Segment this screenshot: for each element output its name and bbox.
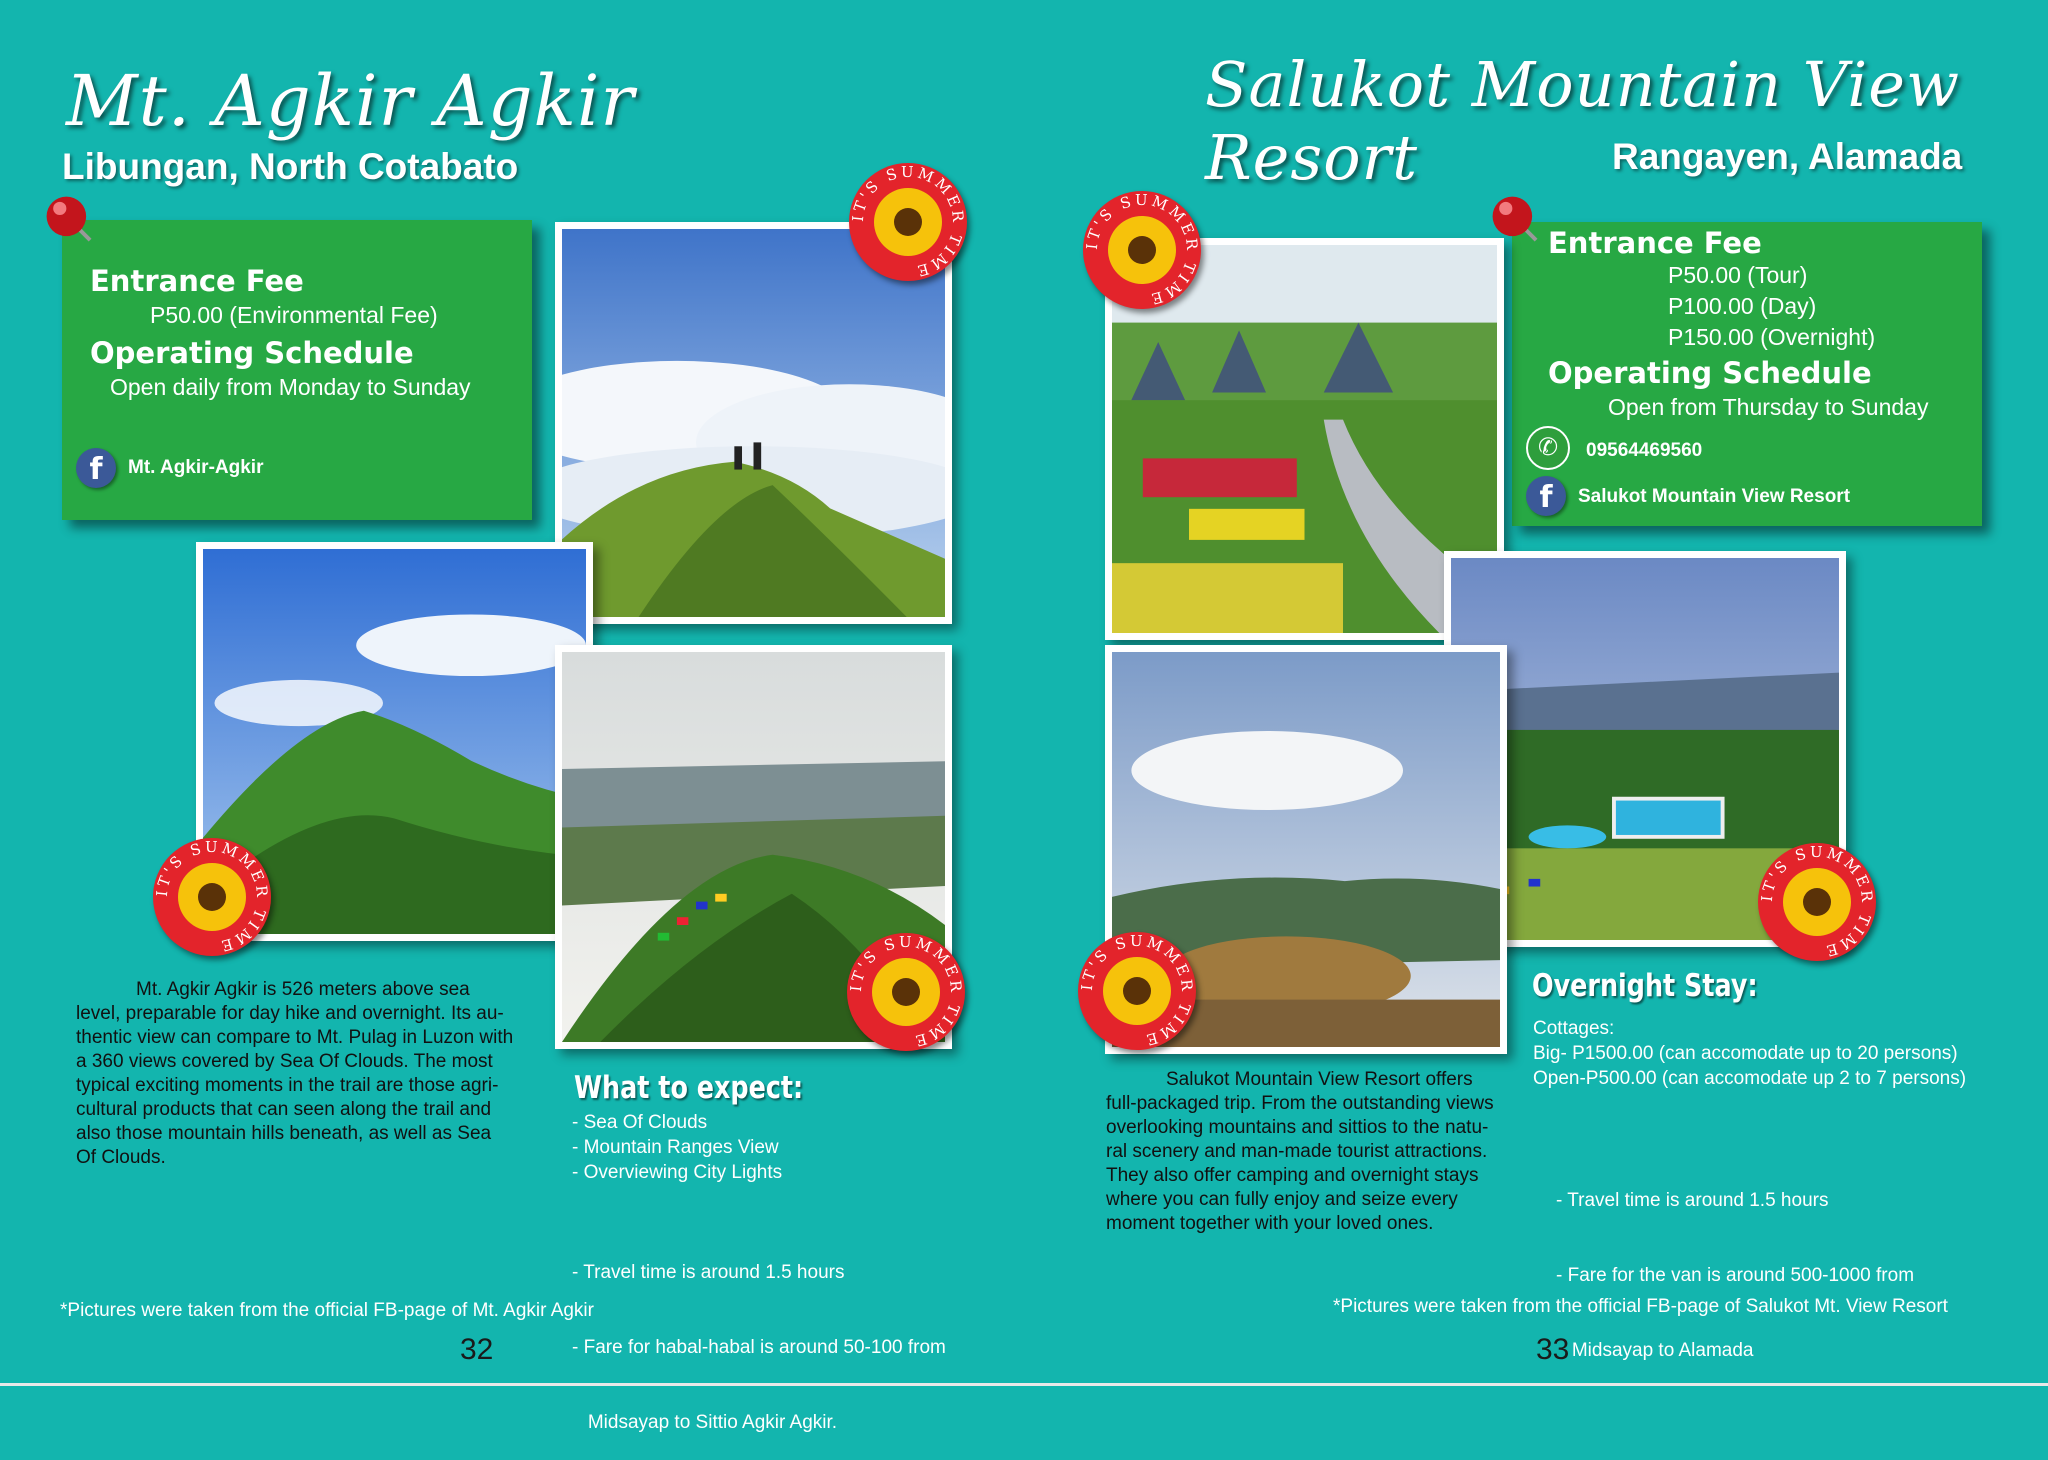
right-fee-line: P50.00 (Tour) [1668, 262, 1808, 288]
list-item: Cottages: [1533, 1018, 1615, 1039]
list-item: - Travel time is around 1.5 hours [1556, 1190, 1829, 1211]
left-facebook-page: Mt. Agkir-Agkir [128, 457, 264, 478]
description-line: thentic view can compare to Mt. Pulag in Luzon with [76, 1027, 514, 1048]
overnight-list [1533, 1016, 1966, 1091]
list-item: - Sea Of Clouds [572, 1112, 708, 1133]
list-item: - Mountain Ranges View [572, 1137, 779, 1158]
left-fee-heading: Entrance Fee [90, 264, 304, 298]
facebook-icon: f [1526, 476, 1566, 516]
right-phone-number: 09564469560 [1586, 440, 1703, 461]
list-item: Open-P500.00 (can accomodate up 2 to 7 persons) [1533, 1068, 1967, 1089]
pushpin-icon [40, 190, 98, 248]
left-info-box [62, 220, 532, 520]
list-item: Big- P1500.00 (can accomodate up to 20 persons) [1533, 1043, 1958, 1064]
right-facebook-page: Salukot Mountain View Resort [1578, 486, 1851, 507]
left-schedule-heading: Operating Schedule [90, 336, 414, 370]
right-fee-line: P100.00 (Day) [1668, 293, 1817, 319]
summer-seal-badge [1758, 843, 1876, 961]
list-item: - Fare for the van is around 500-1000 from [1556, 1265, 1915, 1286]
facebook-icon: f [76, 448, 116, 488]
expect-heading: What to expect: [574, 1070, 804, 1106]
right-title: Salukot Mountain View Resort [1205, 48, 1961, 194]
description-line: cultural products that can seen along the trail and [76, 1099, 492, 1120]
list-item: - Fare for habal-habal is around 50-100 from [572, 1337, 946, 1358]
list-item: Midsayap to Sittio Agkir Agkir. [572, 1412, 838, 1433]
summer-seal-badge [1078, 932, 1196, 1050]
seal-text: IT'S SUMMER TIME [153, 838, 271, 956]
description-line: Of Clouds. [76, 1147, 166, 1168]
phone-icon: ✆ [1526, 426, 1570, 470]
left-description [76, 978, 546, 1170]
left-subtitle: Libungan, North Cotabato [62, 146, 519, 187]
page-number-right: 33 [1536, 1333, 1570, 1366]
expect-list [572, 1110, 782, 1185]
description-line: They also offer camping and overnight stays [1106, 1165, 1479, 1186]
description-line: ral scenery and man-made tourist attractions. [1106, 1141, 1488, 1162]
right-fee-heading: Entrance Fee [1548, 226, 1762, 260]
right-info-box [1512, 222, 1982, 526]
seal-text: IT'S SUMMER TIME [1078, 932, 1196, 1050]
seal-text: IT'S SUMMER TIME [847, 933, 965, 1051]
left-schedule-text: Open daily from Monday to Sunday [110, 374, 471, 400]
description-line: level, preparable for day hike and overnight. Its au- [76, 1003, 504, 1024]
summer-seal-badge [153, 838, 271, 956]
list-item: - Travel time is around 1.5 hours [572, 1262, 845, 1283]
right-footnote: *Pictures were taken from the official FB-page of Salukot Mt. View Resort [1333, 1296, 1948, 1317]
list-item: Midsayap to Alamada [1556, 1340, 1754, 1361]
overnight-heading: Overnight Stay: [1532, 968, 1758, 1004]
left-footnote: *Pictures were taken from the official FB-page of Mt. Agkir Agkir [60, 1300, 594, 1321]
summer-seal-badge [847, 933, 965, 1051]
description-line: typical exciting moments in the trail are those agri- [76, 1075, 499, 1096]
description-line: moment together with your loved ones. [1106, 1213, 1434, 1234]
seal-text: IT'S SUMMER TIME [1083, 191, 1201, 309]
description-line: Mt. Agkir Agkir is 526 meters above sea [136, 979, 470, 1000]
description-line: where you can fully enjoy and seize every [1106, 1189, 1458, 1210]
description-line: overlooking mountains and sittios to the natu- [1106, 1117, 1489, 1138]
list-item: - Overviewing City Lights [572, 1162, 783, 1183]
right-fee-line: P150.00 (Overnight) [1668, 324, 1876, 350]
seal-text: IT'S SUMMER TIME [1758, 843, 1876, 961]
right-subtitle: Rangayen, Alamada [1612, 136, 1963, 177]
left-fee-line: P50.00 (Environmental Fee) [150, 302, 438, 328]
photo-sea-of-clouds [555, 222, 952, 624]
right-schedule-text: Open from Thursday to Sunday [1608, 394, 1929, 420]
page-number-left: 32 [460, 1333, 494, 1366]
description-line: Salukot Mountain View Resort offers [1166, 1069, 1473, 1090]
right-schedule-heading: Operating Schedule [1548, 356, 1872, 390]
description-line: also those mountain hills beneath, as well as Sea [76, 1123, 492, 1144]
summer-seal-badge [1083, 191, 1201, 309]
right-description [1106, 1068, 1536, 1236]
right-travel-info [1556, 1138, 1914, 1388]
seal-text: IT'S SUMMER TIME [849, 163, 967, 281]
description-line: full-packaged trip. From the outstanding views [1106, 1093, 1494, 1114]
description-line: a 360 views covered by Sea Of Clouds. The most [76, 1051, 493, 1072]
left-title: Mt. Agkir Agkir [66, 60, 635, 142]
left-travel-info [572, 1210, 946, 1460]
summer-seal-badge [849, 163, 967, 281]
